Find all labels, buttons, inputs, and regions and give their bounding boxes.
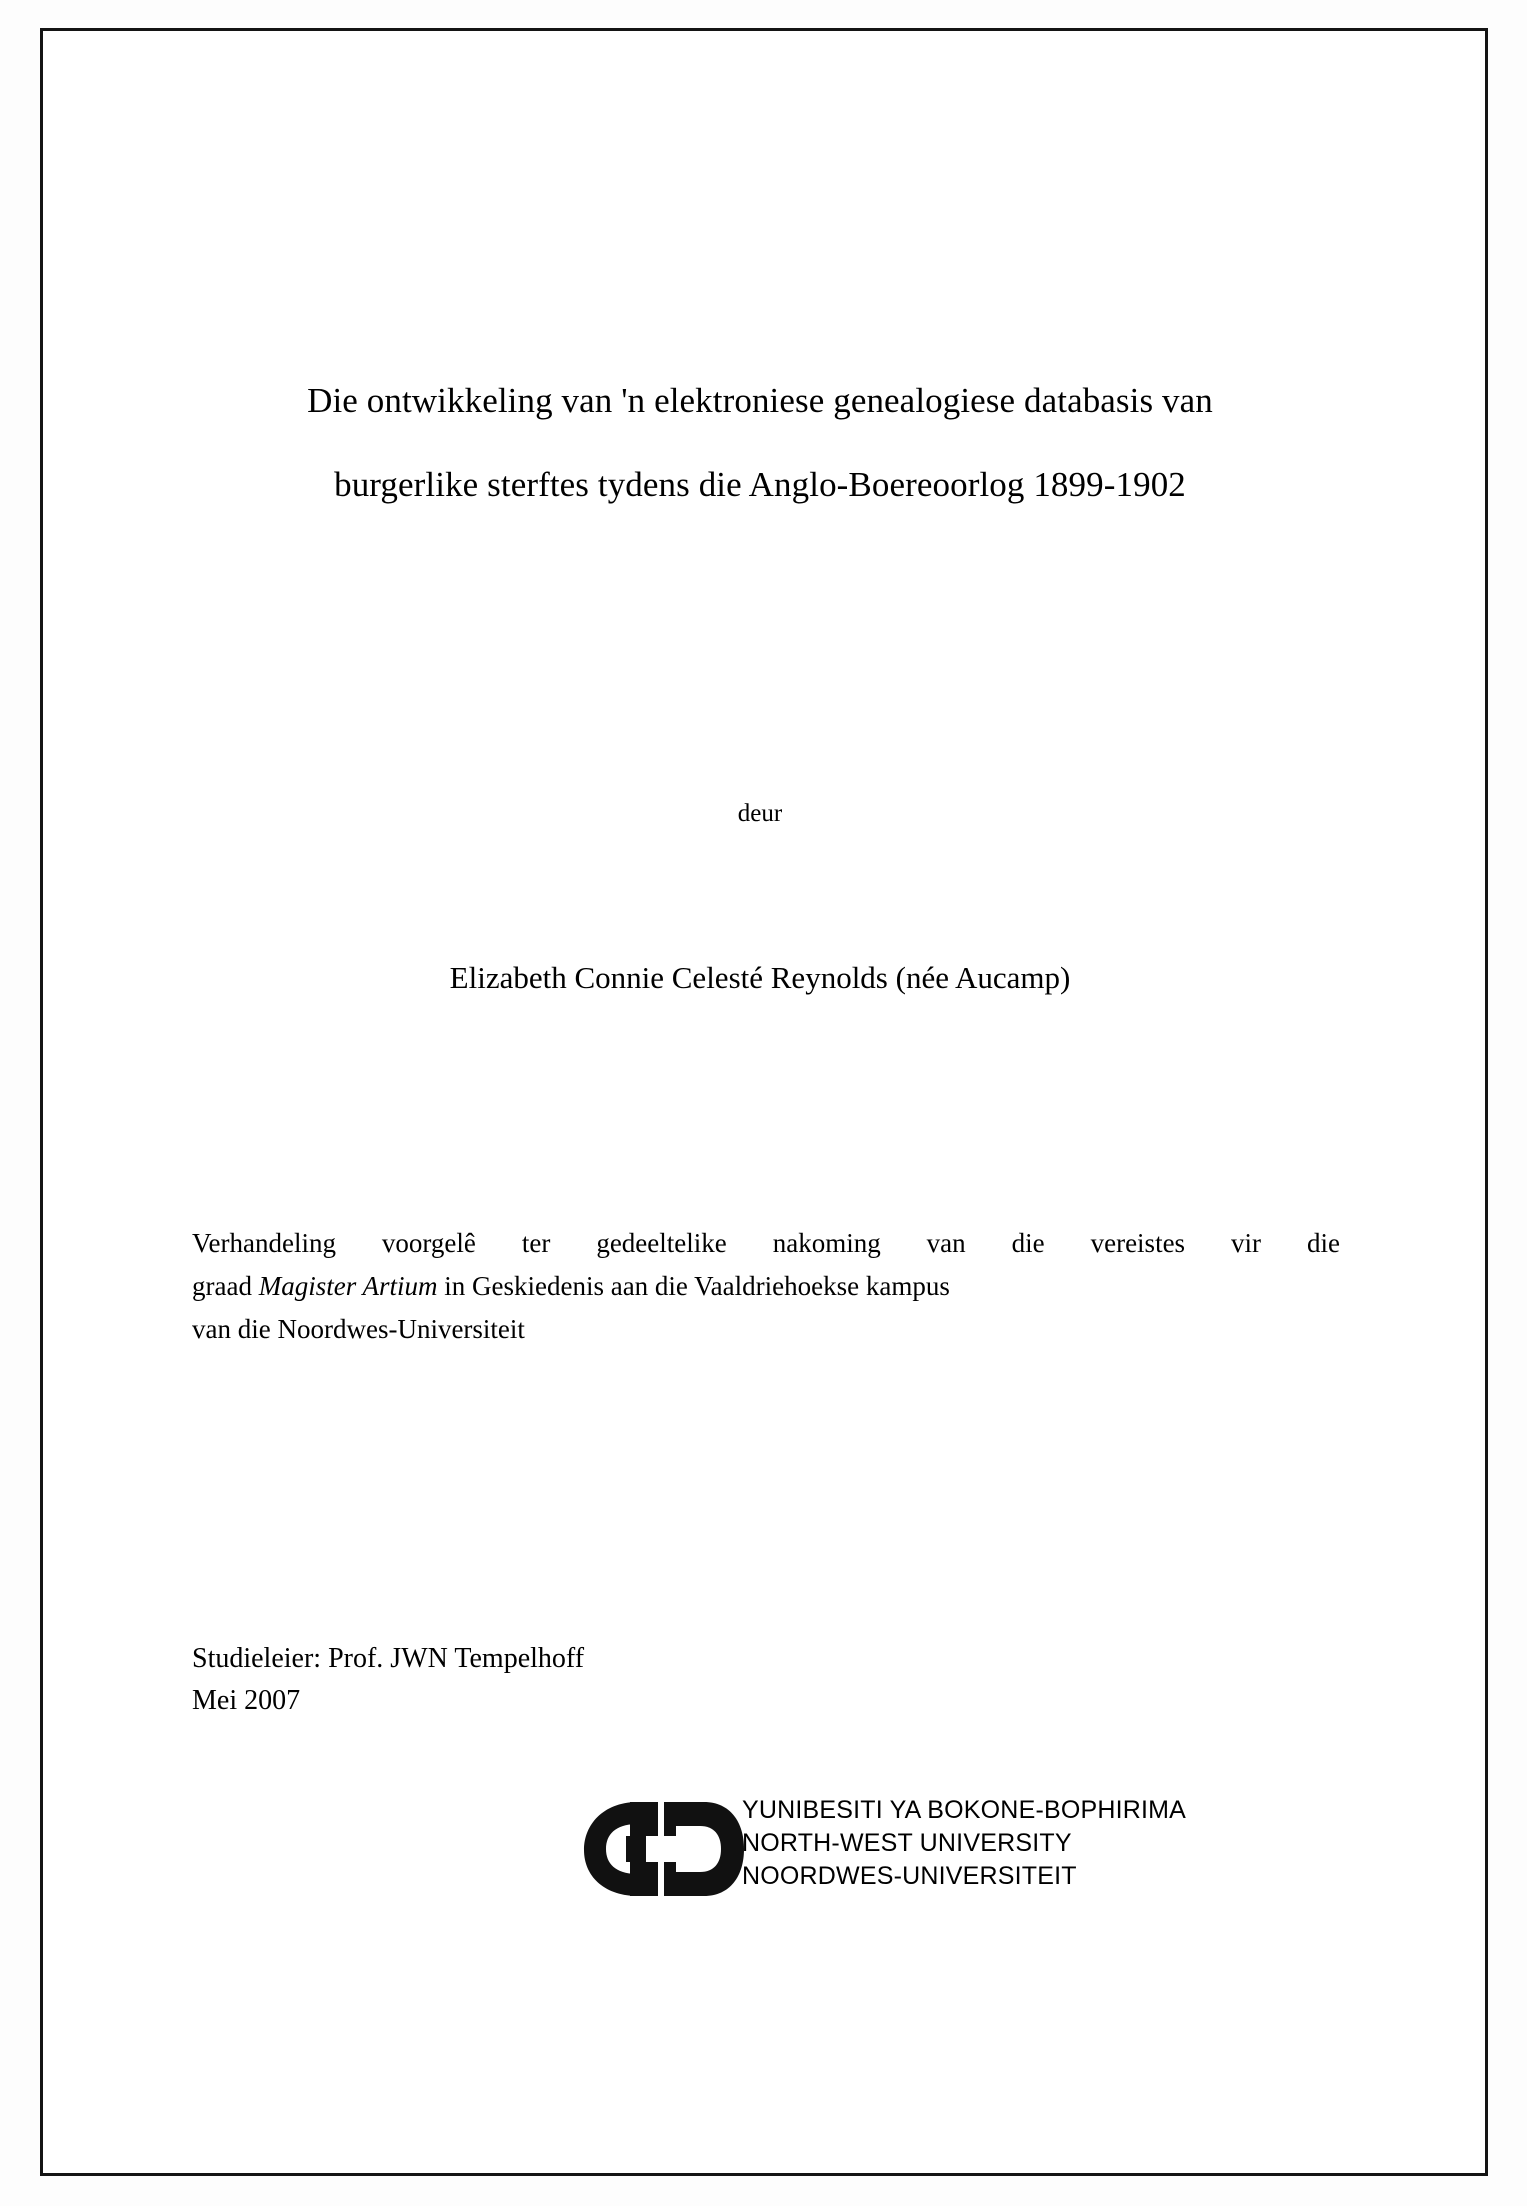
degree-statement-line-1: Verhandeling voorgelê ter gedeeltelike nakoming van die vereistes vir die [192, 1228, 1340, 1258]
university-logo-block [580, 1790, 1280, 1920]
university-logo-text [742, 1794, 1186, 1893]
degree-statement-line-2-pre: graad [192, 1271, 259, 1301]
supervisor-block [192, 1638, 1192, 1722]
title-line-1: Die ontwikkeling van 'n elektroniese genealogiese databasis van [307, 381, 1213, 420]
logo-line-english: NORTH-WEST UNIVERSITY [742, 1829, 1072, 1857]
by-label: deur [737, 800, 783, 827]
degree-statement-line-2-post: in Geskiedenis aan die Vaaldriehoekse kampus [437, 1271, 950, 1301]
title-page-content [150, 0, 1370, 2206]
degree-statement-line-2 [192, 1265, 1340, 1308]
author-name: Elizabeth Connie Celesté Reynolds (née Aucamp) [449, 960, 1071, 995]
degree-statement [192, 1222, 1340, 1351]
title-line-2: burgerlike sterftes tydens die Anglo-Boereoorlog 1899-1902 [334, 465, 1186, 504]
date-line: Mei 2007 [192, 1685, 301, 1716]
logo-line-afrikaans: NOORDWES-UNIVERSITEIT [742, 1862, 1077, 1890]
supervisor-line: Studieleier: Prof. JWN Tempelhoff [192, 1643, 585, 1674]
degree-name: Magister Artium [258, 1271, 438, 1301]
page-title [150, 368, 1370, 518]
degree-statement-line-3: van die Noordwes-Universiteit [192, 1314, 525, 1344]
logo-line-setswana: YUNIBESITI YA BOKONE-BOPHIRIMA [742, 1796, 1187, 1824]
